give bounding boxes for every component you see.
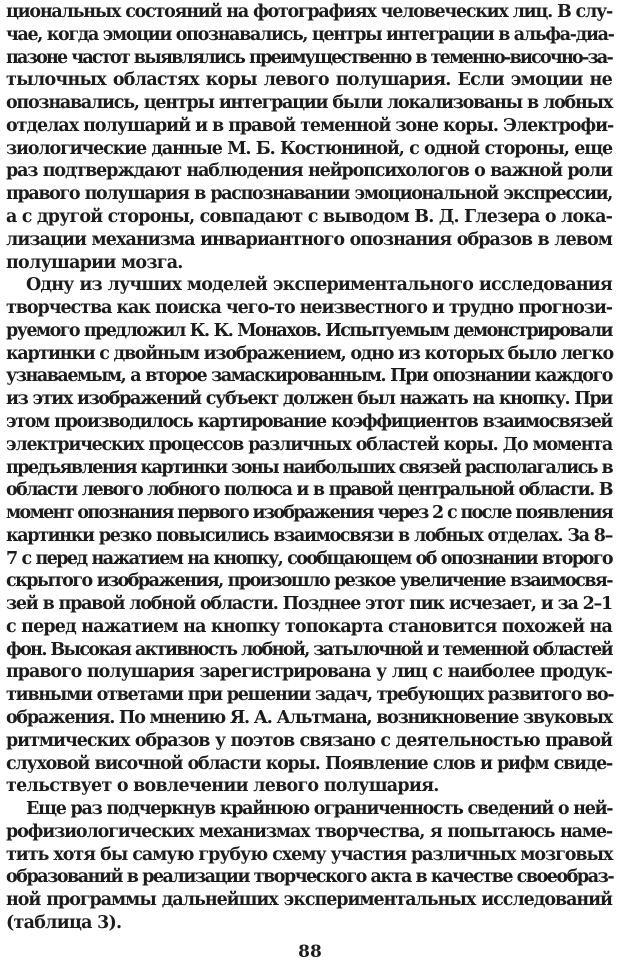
text-line: тить хотя бы самую грубую схему участия различных мозговых <box>6 844 613 865</box>
text-line: этом производилось картирование коэффициентов взаимосвязей <box>6 411 612 432</box>
text-line: узнаваемым, а второе замаскированным. При опознании каждого <box>6 366 612 387</box>
text-line: Одну из лучших моделей экспериментального исследования <box>26 275 612 296</box>
text-line: руемого предложил К. К. Монахов. Испытуемым демонстрировали <box>6 320 612 341</box>
text-line: скрытого изображения, произошло резкое увеличение взаимосвя- <box>6 571 612 592</box>
text-line: лизации механизма инвариантного опознания образов в левом <box>6 229 612 250</box>
text-line: 7 с перед нажатием на кнопку, сообщающем об опознании второго <box>6 548 612 569</box>
text-line: момент опознания первого изображения через 2 с после появления <box>6 503 613 524</box>
text-line: тылочных областях коры левого полушария. Если эмоции не <box>6 70 612 91</box>
text-line: правого полушария зарегистрирована у лиц с наиболее продук- <box>6 662 612 683</box>
text-line: фон. Высокая активность лобной, затылочной и теменной областей <box>6 639 612 660</box>
text-line: слуховой височной области коры. Появление слов и рифм свиде- <box>6 753 612 774</box>
text-line: циональных состояний на фотографиях человеческих лиц. В слу- <box>6 2 612 22</box>
text-line: картинки с двойным изображением, одно из которых было легко <box>6 343 613 364</box>
text-line: электрических процессов различных областей коры. До момента <box>6 434 612 455</box>
text-line: а с другой стороны, совпадают с выводом В. Д. Глезера о лока- <box>6 206 612 227</box>
text-line: картинки резко повысились взаимосвязи в лобных отделах. За 8– <box>6 525 612 546</box>
text-line: (таблица 3). <box>6 913 122 933</box>
text-line: зей в правой лобной области. Позднее этот пик исчезает, и за 2–1 <box>6 594 612 615</box>
text-line: тивными ответами при решении задач, требующих развитого во- <box>6 685 614 706</box>
text-line: зиологические данные М. Б. Костюниной, с одной стороны, еще <box>6 138 612 159</box>
text-line: ной программы дальнейших экспериментальных исследований <box>6 890 612 911</box>
text-line: отделах полушарий и в правой теменной зоне коры. Электрофи- <box>6 115 614 136</box>
text-line: опознавались, центры интеграции были локализованы в лобных <box>6 93 612 114</box>
text-line: образований в реализации творческого акта в качестве своеобраз- <box>6 867 614 888</box>
text-line: из этих изображений субъект должен был нажать на кнопку. При <box>6 389 612 410</box>
text-line: Еще раз подчеркнув крайнюю ограниченность сведений о ней- <box>26 799 613 820</box>
text-line: тельствует о вовлечении левого полушария. <box>6 776 439 797</box>
text-line: полушарии мозга. <box>6 252 183 273</box>
text-line: с перед нажатием на кнопку топокарта становится похожей на <box>6 616 612 637</box>
text-line: области левого лобного полюса и в правой центральной области. В <box>6 480 612 501</box>
text-line: чае, когда эмоции опознавались, центры интеграции в альфа-диа- <box>6 24 614 45</box>
text-line: ритмических образов у поэтов связано с деятельностью правой <box>6 730 612 751</box>
text-line: рофизиологических механизмах творчества, я попытаюсь наме- <box>6 821 612 842</box>
page-number: 88 <box>298 942 322 962</box>
text-line: творчества как поиска чего-то неизвестного и трудно прогнози- <box>6 298 612 319</box>
text-line: ображения. По мнению Я. А. Альтмана, возникновение звуковых <box>6 708 612 729</box>
text-line: пазоне частот выявлялись преимущественно в теменно-височно-за- <box>6 47 612 68</box>
text-line: предъявления картинки зоны наибольших связей располагались в <box>6 457 613 478</box>
text-line: правого полушария в распознавании эмоциональной экспрессии, <box>6 184 612 205</box>
text-line: раз подтверждают наблюдения нейропсихологов о важной роли <box>6 161 612 182</box>
